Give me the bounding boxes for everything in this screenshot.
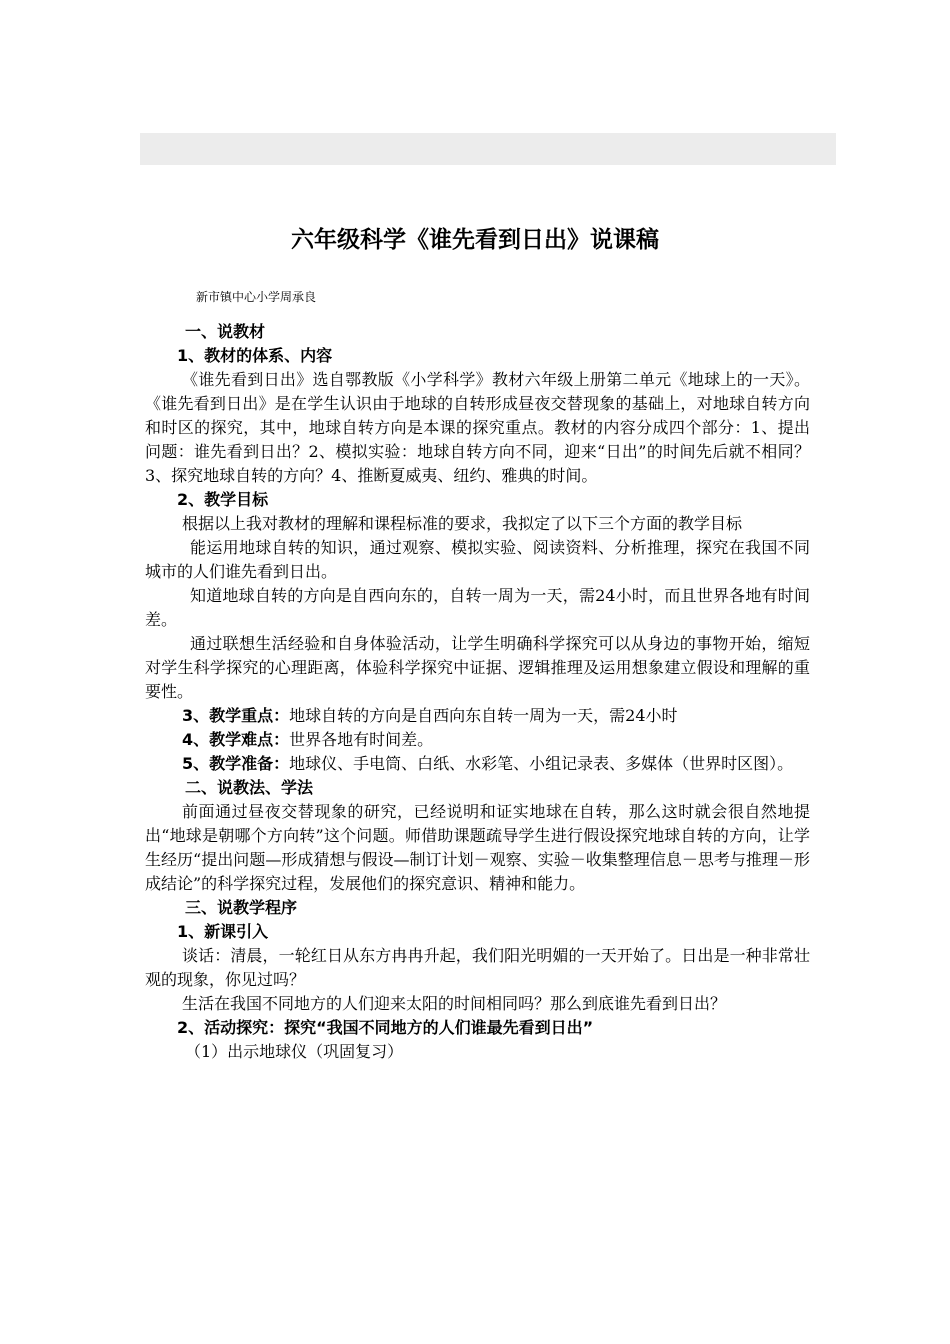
paragraph-goal-2: 知道地球自转的方向是自西向东的，自转一周为一天，需24小时，而且世界各地有时间差。 <box>145 586 810 629</box>
document-body <box>145 320 810 1064</box>
paragraph-intro-question: 生活在我国不同地方的人们迎来太阳的时间相同吗？那么到底谁先看到日出？ <box>182 994 727 1013</box>
paragraph-goal-3: 通过联想生活经验和自身体验活动，让学生明确科学探究可以从身边的事物开始，缩短对学生科学探究的心理距离，体验科学探究中证据、逻辑推理及运用想象建立假设和理解的重要性。 <box>145 634 810 701</box>
header-band <box>140 133 836 165</box>
key-point-text: 地球自转的方向是自西向东自转一周为一天，需24小时 <box>289 706 678 725</box>
paragraph-difficulty <box>145 728 810 752</box>
activity-step-1: （1）出示地球仪（巩固复习） <box>185 1042 404 1061</box>
subheading-introduction: 1、新课引入 <box>177 922 269 941</box>
difficulty-text: 世界各地有时间差。 <box>289 730 434 749</box>
key-point-label: 3、教学重点： <box>182 706 290 725</box>
subheading-teaching-goals: 2、教学目标 <box>177 490 269 509</box>
paragraph-key-point <box>145 704 810 728</box>
paragraph-preparation <box>145 752 810 776</box>
difficulty-label: 4、教学难点： <box>182 730 290 749</box>
paragraph-goal-1: 能运用地球自转的知识，通过观察、模拟实验、阅读资料、分析推理，探究在我国不同城市的人们谁先看到日出。 <box>145 538 810 581</box>
paragraph-methods: 前面通过昼夜交替现象的研究，已经说明和证实地球在自转，那么这时就会很自然地提出“地球是朝哪个方向转”这个问题。师借助课题疏导学生进行假设探究地球自转的方向，让学生经历“提出问题—形成猜想与假设—制订计划－观察、实验－收集整理信息－思考与推理－形成结论”的科学探究过程，发展他们的探究意识、精神和能力。 <box>145 802 810 893</box>
section-heading-methods: 二、说教法、学法 <box>185 778 314 797</box>
subheading-system-content: 1、教材的体系、内容 <box>177 346 333 365</box>
preparation-label: 5、教学准备： <box>182 754 290 773</box>
subheading-activity: 2、活动探究：探究“我国不同地方的人们谁最先看到日出” <box>177 1018 594 1037</box>
paragraph-textbook-content: 《谁先看到日出》选自鄂教版《小学科学》教材六年级上册第二单元《地球上的一天》。《谁先看到日出》是在学生认识由于地球的自转形成昼夜交替现象的基础上，对地球自转方向和时区的探究，其中，地球自转方向是本课的探究重点。教材的内容分成四个部分：1、提出问题：谁先看到日出？2、模拟实验：地球自转方向不同，迎来“日出”的时间先后就不相同？3、探究地球自转的方向？4、推断夏威夷、纽约、雅典的时间。 <box>145 370 810 485</box>
paragraph-goals-intro: 根据以上我对教材的理解和课程标准的要求，我拟定了以下三个方面的教学目标 <box>182 514 743 533</box>
author-line: 新市镇中心小学周承良 <box>196 290 317 304</box>
section-heading-textbook: 一、说教材 <box>185 322 266 341</box>
section-heading-procedure: 三、说教学程序 <box>185 898 298 917</box>
document-title: 六年级科学《谁先看到日出》说课稿 <box>291 227 659 253</box>
paragraph-intro-talk: 谈话：清晨，一轮红日从东方冉冉升起，我们阳光明媚的一天开始了。日出是一种非常壮观的现象，你见过吗？ <box>145 946 810 989</box>
preparation-text: 地球仪、手电筒、白纸、水彩笔、小组记录表、多媒体（世界时区图）。 <box>289 754 794 773</box>
